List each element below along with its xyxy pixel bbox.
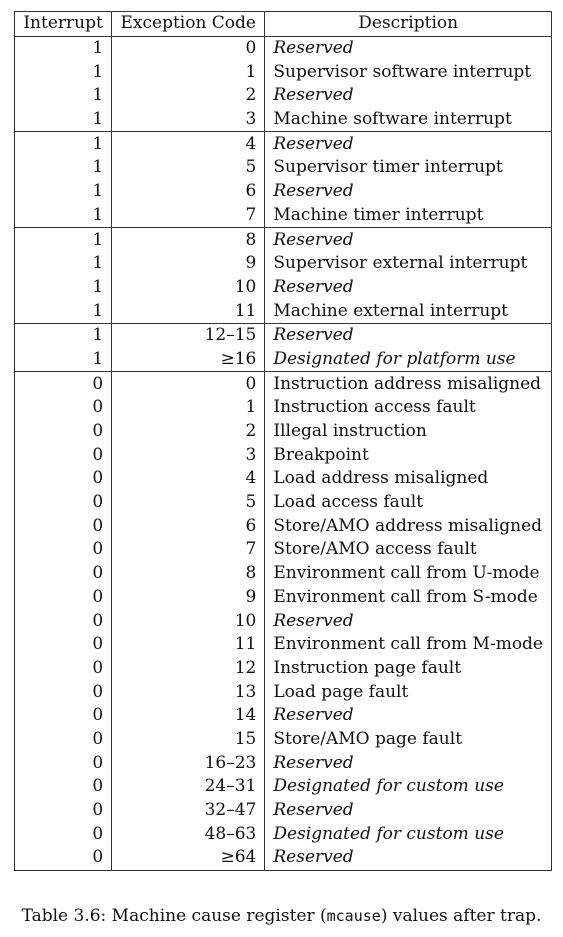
table-row — [15, 657, 552, 681]
table-caption — [0, 906, 563, 926]
description-cell: Reserved — [265, 846, 552, 870]
table-row — [15, 751, 552, 775]
exception-code-cell: 4 — [112, 132, 265, 156]
exception-code-cell: 16–23 — [112, 751, 265, 775]
table-row — [15, 799, 552, 823]
interrupt-cell: 0 — [15, 514, 112, 538]
table-row — [15, 538, 552, 562]
description-cell: Supervisor external interrupt — [265, 252, 552, 276]
table-header-row — [15, 12, 552, 37]
table-row — [15, 299, 552, 323]
header-interrupt: Interrupt — [15, 12, 112, 37]
description-cell: Reserved — [265, 180, 552, 204]
exception-code-cell: 48–63 — [112, 822, 265, 846]
interrupt-cell: 1 — [15, 204, 112, 228]
table-row — [15, 586, 552, 610]
table-row — [15, 132, 552, 156]
interrupt-cell: 0 — [15, 846, 112, 870]
table-row — [15, 633, 552, 657]
interrupt-cell: 0 — [15, 586, 112, 610]
table-row — [15, 36, 552, 60]
interrupt-cell: 1 — [15, 36, 112, 60]
caption-prefix: Table 3.6: Machine cause register ( — [21, 906, 327, 926]
interrupt-cell: 0 — [15, 657, 112, 681]
interrupt-cell: 1 — [15, 84, 112, 108]
interrupt-cell: 0 — [15, 467, 112, 491]
table-row — [15, 84, 552, 108]
exception-code-cell: 10 — [112, 609, 265, 633]
interrupt-cell: 1 — [15, 299, 112, 323]
table-row — [15, 372, 552, 396]
table-row — [15, 228, 552, 252]
interrupt-cell: 1 — [15, 60, 112, 84]
description-cell: Breakpoint — [265, 443, 552, 467]
exception-code-cell: 10 — [112, 276, 265, 300]
exception-code-cell: 3 — [112, 108, 265, 132]
interrupt-cell: 0 — [15, 538, 112, 562]
interrupt-cell: 0 — [15, 751, 112, 775]
mcause-table — [14, 11, 552, 871]
interrupt-cell: 0 — [15, 775, 112, 799]
exception-code-cell: 4 — [112, 467, 265, 491]
description-cell: Load access fault — [265, 491, 552, 515]
interrupt-cell: 0 — [15, 822, 112, 846]
exception-code-cell: 2 — [112, 84, 265, 108]
description-cell: Load page fault — [265, 680, 552, 704]
description-cell: Reserved — [265, 751, 552, 775]
caption-suffix: ) values after trap. — [380, 906, 542, 926]
interrupt-cell: 1 — [15, 156, 112, 180]
interrupt-cell: 1 — [15, 228, 112, 252]
interrupt-cell: 1 — [15, 108, 112, 132]
description-cell: Reserved — [265, 276, 552, 300]
exception-code-cell: 24–31 — [112, 775, 265, 799]
description-cell: Store/AMO access fault — [265, 538, 552, 562]
table-row — [15, 467, 552, 491]
exception-code-cell: ≥16 — [112, 348, 265, 372]
table-row — [15, 491, 552, 515]
table-row — [15, 108, 552, 132]
exception-code-cell: 14 — [112, 704, 265, 728]
description-cell: Store/AMO address misaligned — [265, 514, 552, 538]
interrupt-cell: 0 — [15, 633, 112, 657]
description-cell: Reserved — [265, 36, 552, 60]
description-cell: Machine software interrupt — [265, 108, 552, 132]
exception-code-cell: 9 — [112, 586, 265, 610]
exception-code-cell: 11 — [112, 299, 265, 323]
interrupt-cell: 1 — [15, 132, 112, 156]
table-row — [15, 348, 552, 372]
description-cell: Machine timer interrupt — [265, 204, 552, 228]
exception-code-cell: 1 — [112, 60, 265, 84]
table-row — [15, 609, 552, 633]
table-body — [15, 36, 552, 870]
exception-code-cell: 7 — [112, 204, 265, 228]
exception-code-cell: 32–47 — [112, 799, 265, 823]
table-row — [15, 204, 552, 228]
exception-code-cell: 1 — [112, 396, 265, 420]
interrupt-cell: 0 — [15, 372, 112, 396]
table-row — [15, 443, 552, 467]
description-cell: Environment call from M-mode — [265, 633, 552, 657]
description-cell: Machine external interrupt — [265, 299, 552, 323]
description-cell: Environment call from S-mode — [265, 586, 552, 610]
table-row — [15, 680, 552, 704]
description-cell: Reserved — [265, 704, 552, 728]
table-row — [15, 775, 552, 799]
exception-code-cell: 6 — [112, 514, 265, 538]
interrupt-cell: 0 — [15, 704, 112, 728]
table-row — [15, 252, 552, 276]
description-cell: Load address misaligned — [265, 467, 552, 491]
table-row — [15, 514, 552, 538]
interrupt-cell: 1 — [15, 180, 112, 204]
exception-code-cell: 5 — [112, 156, 265, 180]
interrupt-cell: 1 — [15, 323, 112, 347]
exception-code-cell: 8 — [112, 562, 265, 586]
description-cell: Instruction access fault — [265, 396, 552, 420]
header-exception-code: Exception Code — [112, 12, 265, 37]
caption-register-name: mcause — [326, 907, 381, 925]
description-cell: Reserved — [265, 84, 552, 108]
exception-code-cell: 11 — [112, 633, 265, 657]
interrupt-cell: 0 — [15, 728, 112, 752]
table-row — [15, 846, 552, 870]
exception-code-cell: 3 — [112, 443, 265, 467]
exception-code-cell: 12 — [112, 657, 265, 681]
table-row — [15, 323, 552, 347]
exception-code-cell: ≥64 — [112, 846, 265, 870]
interrupt-cell: 0 — [15, 396, 112, 420]
description-cell: Supervisor software interrupt — [265, 60, 552, 84]
interrupt-cell: 0 — [15, 680, 112, 704]
exception-code-cell: 8 — [112, 228, 265, 252]
table-row — [15, 276, 552, 300]
interrupt-cell: 1 — [15, 276, 112, 300]
interrupt-cell: 1 — [15, 252, 112, 276]
exception-code-cell: 7 — [112, 538, 265, 562]
table-row — [15, 396, 552, 420]
exception-code-cell: 12–15 — [112, 323, 265, 347]
table-row — [15, 728, 552, 752]
interrupt-cell: 0 — [15, 562, 112, 586]
description-cell: Reserved — [265, 799, 552, 823]
description-cell: Reserved — [265, 609, 552, 633]
exception-code-cell: 15 — [112, 728, 265, 752]
description-cell: Supervisor timer interrupt — [265, 156, 552, 180]
exception-code-cell: 5 — [112, 491, 265, 515]
interrupt-cell: 0 — [15, 799, 112, 823]
interrupt-cell: 0 — [15, 420, 112, 444]
interrupt-cell: 0 — [15, 491, 112, 515]
exception-code-cell: 0 — [112, 36, 265, 60]
table-row — [15, 562, 552, 586]
exception-code-cell: 6 — [112, 180, 265, 204]
exception-code-cell: 2 — [112, 420, 265, 444]
description-cell: Designated for custom use — [265, 775, 552, 799]
description-cell: Illegal instruction — [265, 420, 552, 444]
table-row — [15, 60, 552, 84]
interrupt-cell: 0 — [15, 443, 112, 467]
description-cell: Reserved — [265, 323, 552, 347]
exception-code-cell: 0 — [112, 372, 265, 396]
description-cell: Reserved — [265, 132, 552, 156]
table-row — [15, 704, 552, 728]
description-cell: Reserved — [265, 228, 552, 252]
description-cell: Environment call from U-mode — [265, 562, 552, 586]
interrupt-cell: 1 — [15, 348, 112, 372]
description-cell: Designated for custom use — [265, 822, 552, 846]
header-description: Description — [265, 12, 552, 37]
interrupt-cell: 0 — [15, 609, 112, 633]
description-cell: Instruction address misaligned — [265, 372, 552, 396]
table-row — [15, 420, 552, 444]
table-row — [15, 156, 552, 180]
description-cell: Store/AMO page fault — [265, 728, 552, 752]
description-cell: Instruction page fault — [265, 657, 552, 681]
exception-code-cell: 9 — [112, 252, 265, 276]
table-row — [15, 822, 552, 846]
exception-code-cell: 13 — [112, 680, 265, 704]
description-cell: Designated for platform use — [265, 348, 552, 372]
table-row — [15, 180, 552, 204]
